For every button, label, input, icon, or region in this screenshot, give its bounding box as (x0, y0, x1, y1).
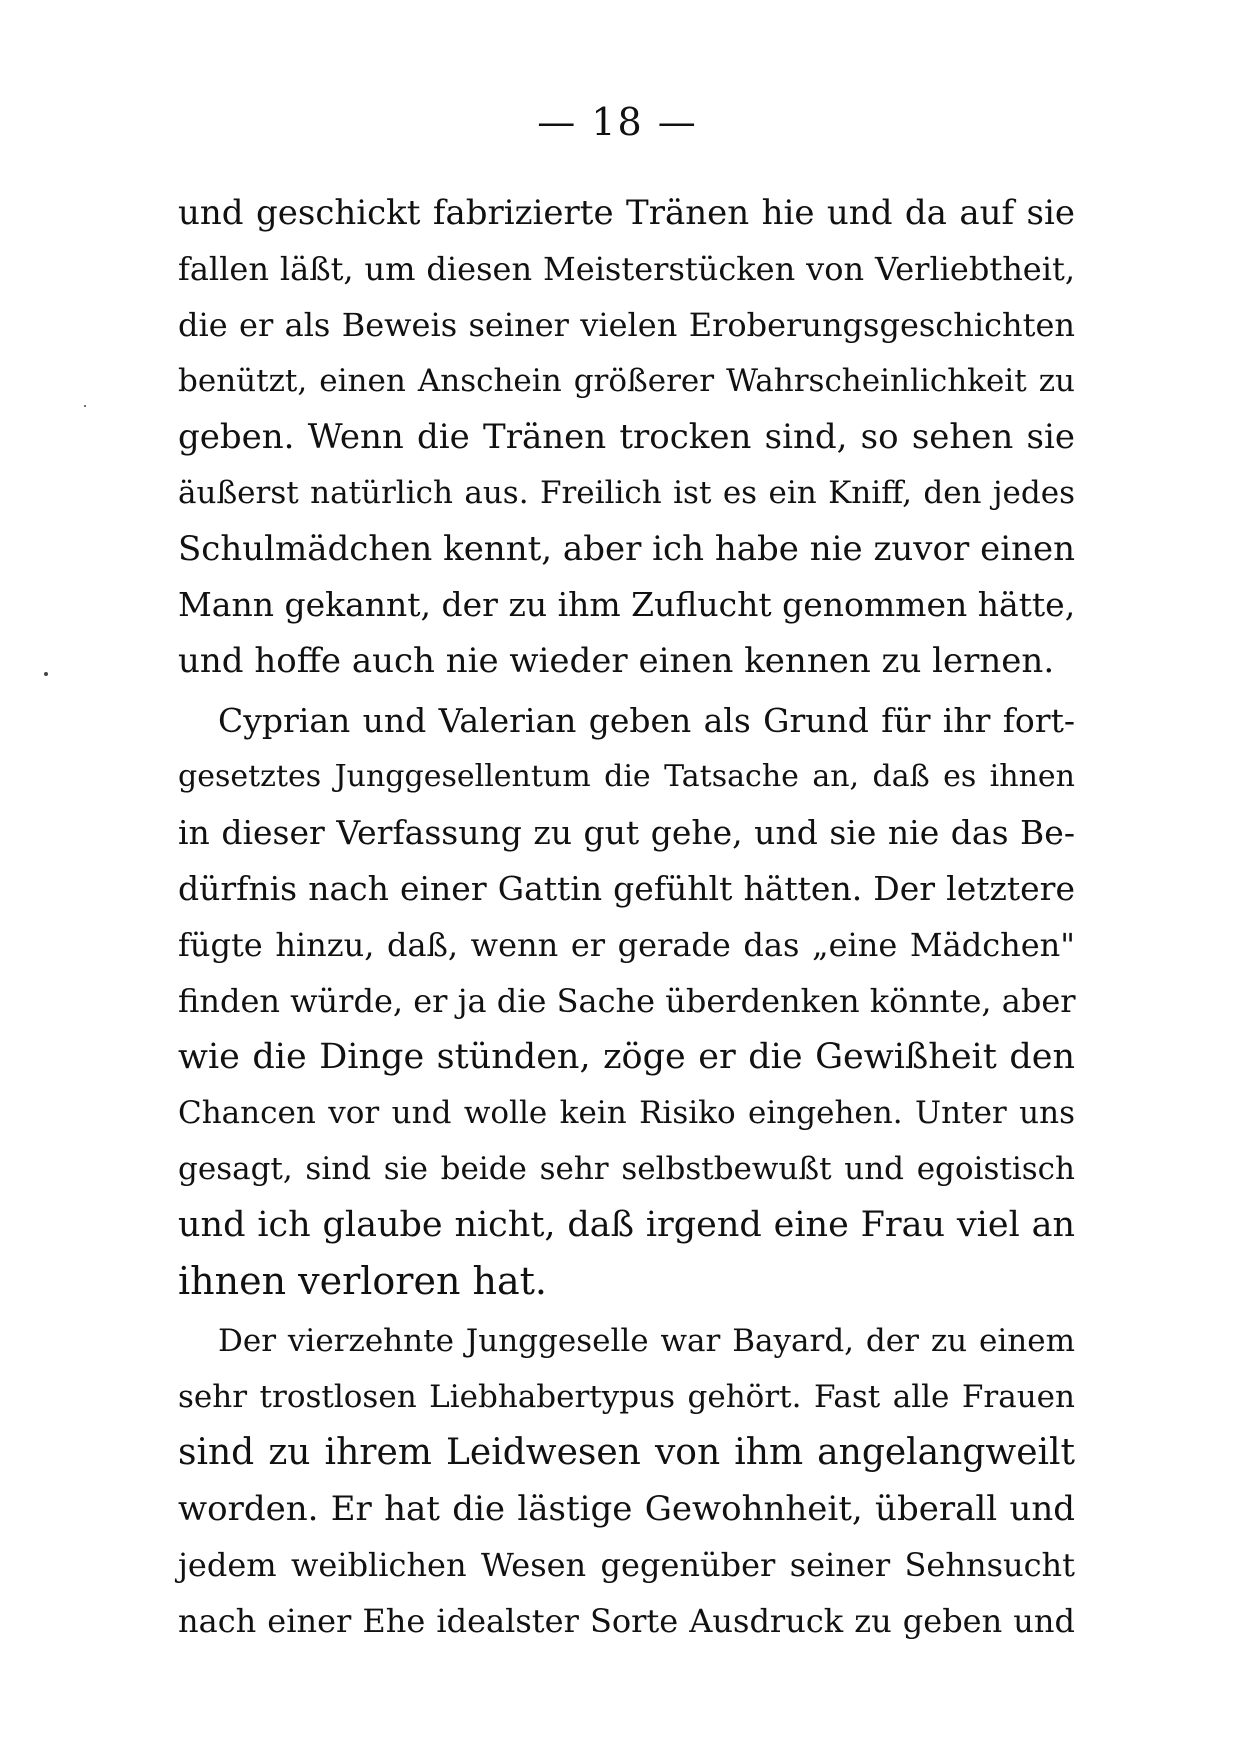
text-line: und ich glaube nicht, daß irgend eine Frau viel an (178, 1205, 1075, 1245)
text-line: Der vierzehnte Junggeselle war Bayard, der zu einem (218, 1323, 1075, 1359)
text-line: Cyprian und Valerian geben als Grund für ihr fort- (218, 701, 1075, 740)
text-line: Chancen vor und wolle kein Risiko eingehen. Unter uns (178, 1095, 1075, 1131)
text-line: nach einer Ehe idealster Sorte Ausdruck zu geben und (178, 1602, 1075, 1640)
paper-speck (84, 405, 86, 407)
paragraph (178, 693, 1075, 1309)
text-line: sehr trostlosen Liebhabertypus gehört. Fast alle Frauen (178, 1379, 1075, 1415)
text-line: wie die Dinge stünden, zöge er die Gewißheit den (178, 1037, 1075, 1077)
text-line: äußerst natürlich aus. Freilich ist es ein Kniff, den jedes (178, 475, 1075, 511)
text-line: ihnen verloren hat. (178, 1259, 547, 1303)
paragraph (178, 185, 1075, 689)
text-line: die er als Beweis seiner vielen Eroberungsgeschichten (178, 306, 1075, 344)
text-line: Mann gekannt, der zu ihm Zuflucht genommen hätte, (178, 585, 1076, 624)
text-line: und geschickt fabrizierte Tränen hie und da auf sie (178, 193, 1075, 233)
text-line: finden würde, er ja die Sache überdenken könnte, aber (178, 982, 1076, 1020)
body-text (178, 185, 1075, 1649)
text-line: benützt, einen Anschein größerer Wahrscheinlichkeit zu (178, 363, 1075, 399)
text-line: fallen läßt, um diesen Meisterstücken von Verliebtheit, (178, 250, 1075, 288)
page-number: — 18 — (537, 100, 698, 144)
text-line: sind zu ihrem Leidwesen von ihm angelangweilt (178, 1432, 1075, 1473)
text-line: gesagt, sind sie beide sehr selbstbewußt und egoistisch (178, 1151, 1075, 1187)
text-line: gesetztes Junggesellentum die Tatsache an, daß es ihnen (178, 759, 1075, 794)
text-line: und hoffe auch nie wieder einen kennen zu lernen. (178, 641, 1055, 681)
text-line: fügte hinzu, daß, wenn er gerade das „eine Mädchen" (178, 926, 1075, 964)
text-line: worden. Er hat die lästige Gewohnheit, überall und (178, 1489, 1075, 1529)
text-line: jedem weiblichen Wesen gegenüber seiner Sehnsucht (178, 1546, 1075, 1584)
paper-speck (44, 672, 48, 676)
text-line: geben. Wenn die Tränen trocken sind, so sehen sie (178, 417, 1075, 457)
text-line: in dieser Verfassung zu gut gehe, und sie nie das Be- (178, 813, 1075, 852)
paragraph (178, 1313, 1075, 1649)
text-line: Schulmädchen kennt, aber ich habe nie zuvor einen (178, 529, 1075, 569)
text-line: dürfnis nach einer Gattin gefühlt hätten. Der letztere (178, 869, 1075, 908)
